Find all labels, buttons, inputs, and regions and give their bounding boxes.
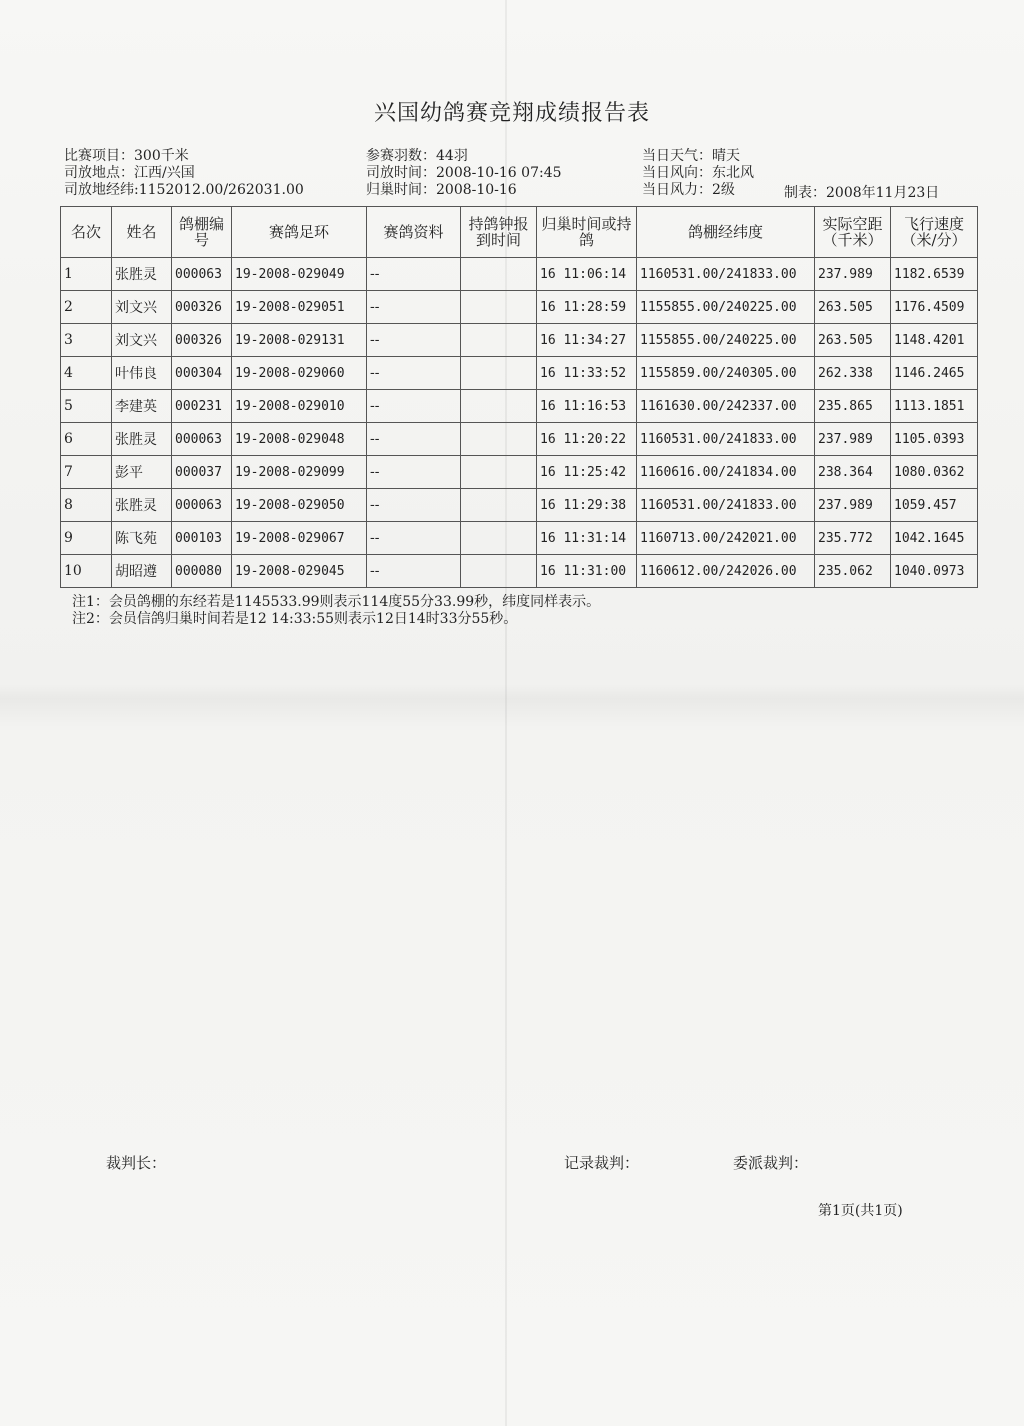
table-cell: 1040.0973 <box>891 555 978 588</box>
table-cell: 237.989 <box>815 489 891 522</box>
table-cell <box>461 423 537 456</box>
table-cell: 彭平 <box>112 456 172 489</box>
results-table <box>60 206 978 588</box>
table-cell: 263.505 <box>815 324 891 357</box>
table-cell: 1176.4509 <box>891 291 978 324</box>
table-cell: -- <box>367 522 461 555</box>
table-cell: 000063 <box>172 258 232 291</box>
note-2: 注2：会员信鸽归巢时间若是12 14:33:55则表示12日14时33分55秒。 <box>72 611 518 627</box>
table-cell: 1148.4201 <box>891 324 978 357</box>
table-cell: 237.989 <box>815 258 891 291</box>
header-rank: 名次 <box>61 207 112 258</box>
table-cell: 000304 <box>172 357 232 390</box>
meta-entries: 参赛羽数：44羽 <box>366 148 468 164</box>
table-cell: 3 <box>61 324 112 357</box>
table-cell: 000326 <box>172 291 232 324</box>
table-cell: 16 11:33:52 <box>537 357 637 390</box>
meta-event: 比赛项目：300千米 <box>64 148 189 164</box>
signature-delegate: 委派裁判： <box>733 1154 809 1172</box>
table-cell: 叶伟良 <box>112 357 172 390</box>
table-cell: 1160612.00/242026.00 <box>637 555 815 588</box>
header-speed: 飞行速度（米/分） <box>891 207 978 258</box>
table-cell <box>461 555 537 588</box>
meta-column-2 <box>366 148 562 199</box>
table-cell: 1 <box>61 258 112 291</box>
table-cell: 000103 <box>172 522 232 555</box>
table-cell: 1160713.00/242021.00 <box>637 522 815 555</box>
table-cell: 263.505 <box>815 291 891 324</box>
header-distance: 实际空距（千米） <box>815 207 891 258</box>
meta-column-3 <box>642 148 754 199</box>
table-cell: 陈飞苑 <box>112 522 172 555</box>
table-cell: 张胜灵 <box>112 489 172 522</box>
table-cell: 10 <box>61 555 112 588</box>
header-name: 姓名 <box>112 207 172 258</box>
table-cell <box>461 522 537 555</box>
table-cell: 刘文兴 <box>112 291 172 324</box>
table-cell: 胡昭遵 <box>112 555 172 588</box>
table-cell: 19-2008-029051 <box>232 291 367 324</box>
meta-wind-force: 当日风力：2级 <box>642 182 735 198</box>
table-cell: 4 <box>61 357 112 390</box>
table-cell: 1161630.00/242337.00 <box>637 390 815 423</box>
table-cell: -- <box>367 423 461 456</box>
table-cell: -- <box>367 456 461 489</box>
header-info: 赛鸽资料 <box>367 207 461 258</box>
table-cell: 1160531.00/241833.00 <box>637 489 815 522</box>
table-cell: 16 11:20:22 <box>537 423 637 456</box>
note-1: 注1：会员鸽棚的东经若是1145533.99则表示114度55分33.99秒，纬度同样表示。 <box>72 594 601 610</box>
table-row <box>61 390 978 423</box>
table-row <box>61 423 978 456</box>
table-cell: 张胜灵 <box>112 423 172 456</box>
table-cell: 19-2008-029048 <box>232 423 367 456</box>
table-row <box>61 324 978 357</box>
table-cell: 19-2008-029049 <box>232 258 367 291</box>
table-cell: 19-2008-029045 <box>232 555 367 588</box>
table-cell: 235.062 <box>815 555 891 588</box>
table-cell <box>461 291 537 324</box>
table-cell: 235.772 <box>815 522 891 555</box>
table-cell <box>461 489 537 522</box>
table-cell: -- <box>367 390 461 423</box>
report-title: 兴国幼鸽赛竞翔成绩报告表 <box>373 101 650 126</box>
table-header-row <box>61 207 978 258</box>
table-row <box>61 258 978 291</box>
table-cell: 8 <box>61 489 112 522</box>
table-cell <box>461 357 537 390</box>
table-cell: 000080 <box>172 555 232 588</box>
table-cell: 000063 <box>172 489 232 522</box>
table-cell: 238.364 <box>815 456 891 489</box>
table-cell: 16 11:31:14 <box>537 522 637 555</box>
table-cell: 19-2008-029060 <box>232 357 367 390</box>
table-cell: 1059.457 <box>891 489 978 522</box>
table-cell: 1105.0393 <box>891 423 978 456</box>
table-cell: 000063 <box>172 423 232 456</box>
table-cell: 235.865 <box>815 390 891 423</box>
table-cell <box>461 456 537 489</box>
table-cell: 9 <box>61 522 112 555</box>
header-loft-id: 鸽棚编号 <box>172 207 232 258</box>
table-cell: 7 <box>61 456 112 489</box>
table-cell: 1146.2465 <box>891 357 978 390</box>
meta-release-time: 司放时间：2008-10-16 07:45 <box>366 165 562 181</box>
table-cell: 刘文兴 <box>112 324 172 357</box>
table-cell: 1155855.00/240225.00 <box>637 291 815 324</box>
table-cell: 张胜灵 <box>112 258 172 291</box>
table-cell: 16 11:25:42 <box>537 456 637 489</box>
table-cell: 1160531.00/241833.00 <box>637 258 815 291</box>
table-row <box>61 522 978 555</box>
meta-column-1 <box>64 148 304 199</box>
table-cell: -- <box>367 357 461 390</box>
header-ring: 赛鸽足环 <box>232 207 367 258</box>
meta-made-date: 制表：2008年11月23日 <box>784 185 940 201</box>
table-cell: 16 11:31:00 <box>537 555 637 588</box>
table-cell: 李建英 <box>112 390 172 423</box>
table-cell: 16 11:28:59 <box>537 291 637 324</box>
table-cell: 19-2008-029050 <box>232 489 367 522</box>
table-cell: 6 <box>61 423 112 456</box>
meta-release-coords: 司放地经纬:1152012.00/262031.00 <box>64 182 304 198</box>
table-cell: -- <box>367 258 461 291</box>
table-cell: 1160616.00/241834.00 <box>637 456 815 489</box>
table-cell: 5 <box>61 390 112 423</box>
table-row <box>61 555 978 588</box>
signature-recorder: 记录裁判： <box>564 1154 640 1172</box>
signature-chief-judge: 裁判长： <box>106 1154 167 1172</box>
table-cell: 16 11:29:38 <box>537 489 637 522</box>
table-cell: 1042.1645 <box>891 522 978 555</box>
table-cell: 000231 <box>172 390 232 423</box>
table-cell: -- <box>367 324 461 357</box>
table-cell: 2 <box>61 291 112 324</box>
table-cell: 19-2008-029067 <box>232 522 367 555</box>
header-return-time: 归巢时间或持鸽 <box>537 207 637 258</box>
table-cell: 19-2008-029131 <box>232 324 367 357</box>
table-cell <box>461 324 537 357</box>
table-cell: 1160531.00/241833.00 <box>637 423 815 456</box>
table-cell: 1155859.00/240305.00 <box>637 357 815 390</box>
table-cell: 1155855.00/240225.00 <box>637 324 815 357</box>
table-row <box>61 291 978 324</box>
table-cell: 1080.0362 <box>891 456 978 489</box>
header-coords: 鸽棚经纬度 <box>637 207 815 258</box>
page-number: 第1页(共1页) <box>818 1203 903 1219</box>
table-cell: 16 11:16:53 <box>537 390 637 423</box>
table-cell: 237.989 <box>815 423 891 456</box>
meta-release-place: 司放地点：江西/兴国 <box>64 165 195 181</box>
table-cell: 1113.1851 <box>891 390 978 423</box>
table-cell: -- <box>367 291 461 324</box>
notes <box>72 594 600 628</box>
table-cell: 19-2008-029010 <box>232 390 367 423</box>
table-cell: 000037 <box>172 456 232 489</box>
table-cell: -- <box>367 555 461 588</box>
meta-return-date: 归巢时间：2008-10-16 <box>366 182 517 198</box>
meta-weather: 当日天气：晴天 <box>642 148 740 164</box>
table-cell: 16 11:34:27 <box>537 324 637 357</box>
table-cell <box>461 258 537 291</box>
table-row <box>61 456 978 489</box>
header-clock-time: 持鸽钟报到时间 <box>461 207 537 258</box>
table-cell: 262.338 <box>815 357 891 390</box>
table-cell: 000326 <box>172 324 232 357</box>
table-cell: 1182.6539 <box>891 258 978 291</box>
table-cell: 16 11:06:14 <box>537 258 637 291</box>
table-row <box>61 489 978 522</box>
table-cell: -- <box>367 489 461 522</box>
table-row <box>61 357 978 390</box>
meta-wind-direction: 当日风向：东北风 <box>642 165 754 181</box>
table-cell: 19-2008-029099 <box>232 456 367 489</box>
table-cell <box>461 390 537 423</box>
